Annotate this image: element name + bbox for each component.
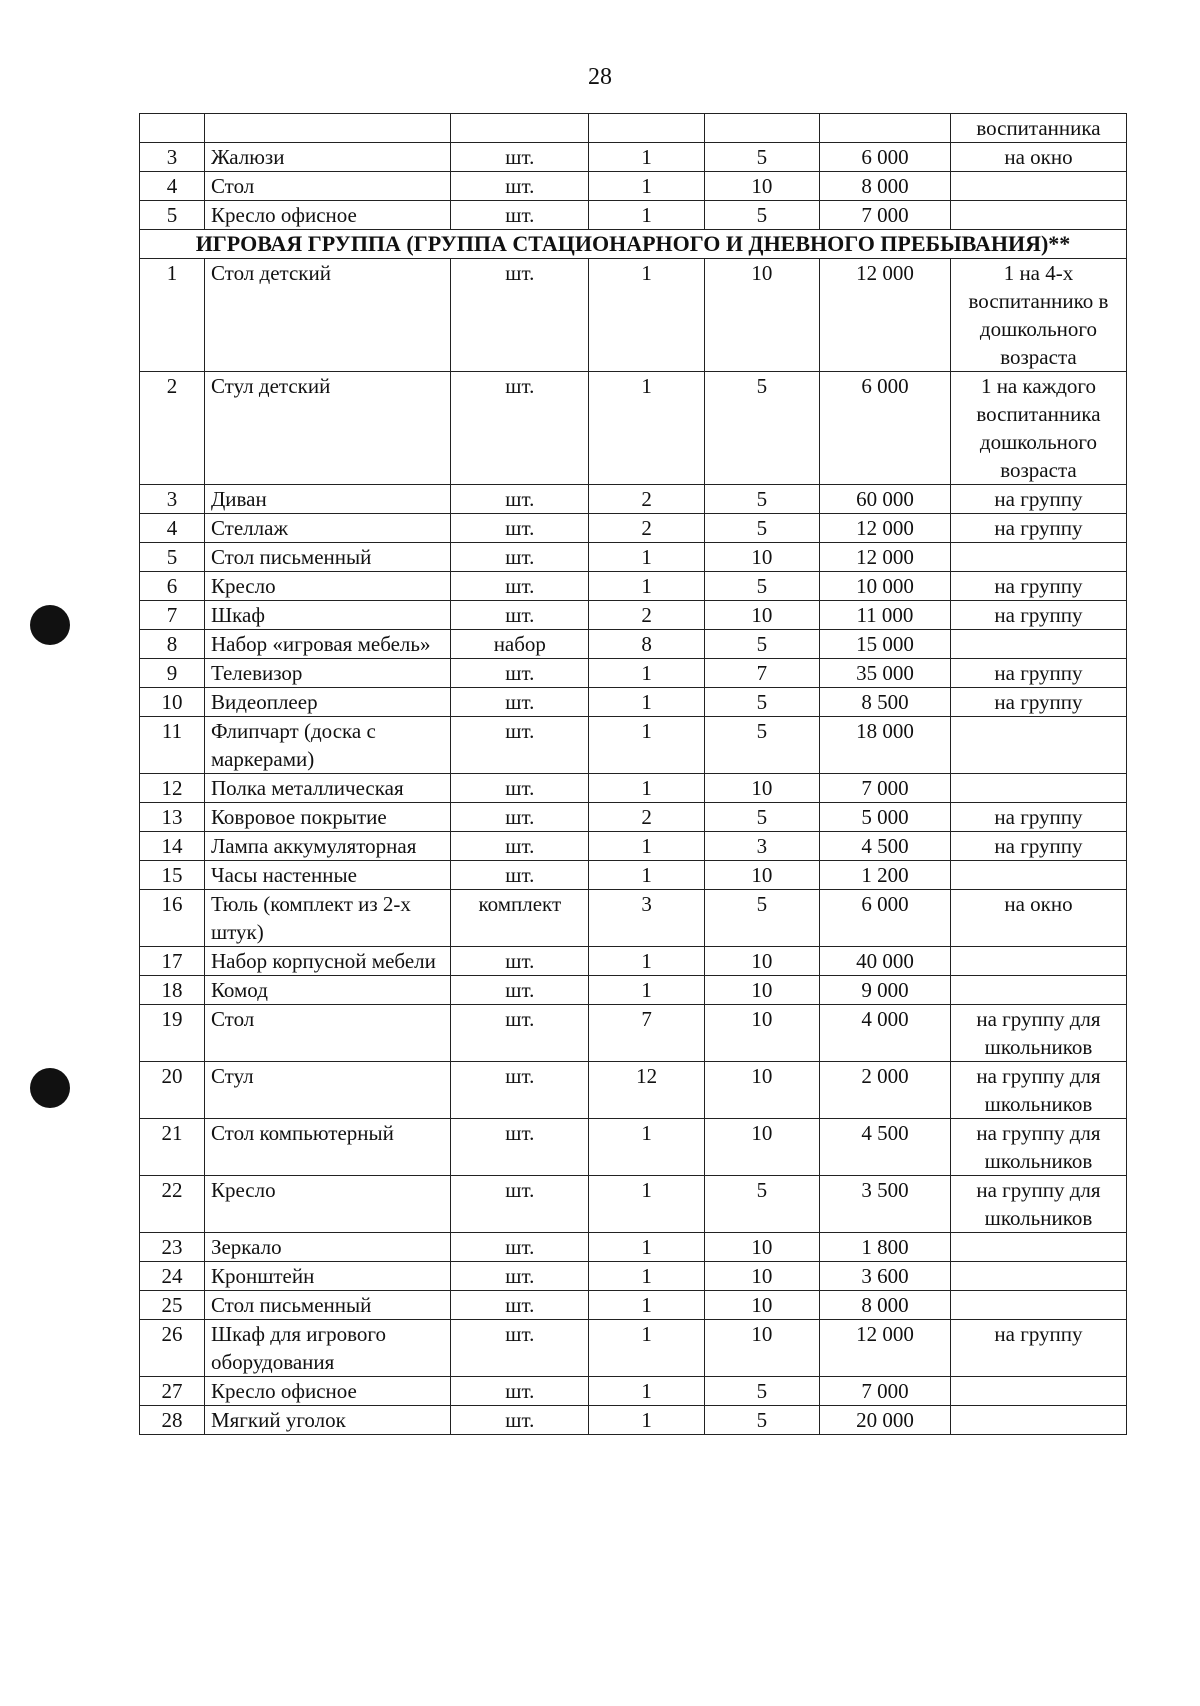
- cell-qty: 1: [589, 717, 704, 774]
- cell-num: [140, 114, 205, 143]
- cell-name: Стол: [204, 172, 450, 201]
- section-title: ИГРОВАЯ ГРУППА (ГРУППА СТАЦИОНАРНОГО И ДНЕВНОГО ПРЕБЫВАНИЯ)**: [140, 230, 1127, 259]
- cell-qty: 1: [589, 947, 704, 976]
- cell-price: 4 500: [819, 832, 950, 861]
- table-row: [140, 861, 1127, 890]
- cell-qty: 1: [589, 1320, 704, 1377]
- cell-unit: шт.: [451, 1005, 589, 1062]
- cell-num: 1: [140, 259, 205, 372]
- table-body-top: [140, 114, 1127, 230]
- cell-num: 13: [140, 803, 205, 832]
- table-row: [140, 630, 1127, 659]
- cell-price: 3 600: [819, 1262, 950, 1291]
- cell-note: на группу: [950, 485, 1126, 514]
- cell-price: 9 000: [819, 976, 950, 1005]
- cell-name: Видеоплеер: [204, 688, 450, 717]
- cell-note: [950, 630, 1126, 659]
- cell-num: 3: [140, 485, 205, 514]
- table-row: [140, 514, 1127, 543]
- cell-note: 1 на 4-х воспитаннико в дошкольного возраста: [950, 259, 1126, 372]
- table-row: [140, 172, 1127, 201]
- cell-note: на окно: [950, 143, 1126, 172]
- cell-num: 4: [140, 172, 205, 201]
- cell-years: 10: [704, 1262, 819, 1291]
- cell-note: [950, 774, 1126, 803]
- cell-years: 10: [704, 1320, 819, 1377]
- cell-price: 1 200: [819, 861, 950, 890]
- cell-note: [950, 861, 1126, 890]
- cell-name: Шкаф для игрового оборудования: [204, 1320, 450, 1377]
- cell-price: 12 000: [819, 543, 950, 572]
- cell-qty: 1: [589, 543, 704, 572]
- cell-note: [950, 172, 1126, 201]
- cell-years: 10: [704, 1233, 819, 1262]
- cell-qty: 1: [589, 1262, 704, 1291]
- cell-note: [950, 1406, 1126, 1435]
- cell-qty: 1: [589, 259, 704, 372]
- cell-price: 18 000: [819, 717, 950, 774]
- cell-years: 10: [704, 1062, 819, 1119]
- table-row: [140, 1233, 1127, 1262]
- cell-note: на группу: [950, 832, 1126, 861]
- cell-years: 5: [704, 1377, 819, 1406]
- cell-num: 20: [140, 1062, 205, 1119]
- cell-price: 20 000: [819, 1406, 950, 1435]
- punch-hole-mark: [30, 1068, 70, 1108]
- cell-unit: шт.: [451, 659, 589, 688]
- cell-qty: 3: [589, 890, 704, 947]
- cell-unit: шт.: [451, 572, 589, 601]
- cell-price: [819, 114, 950, 143]
- cell-name: Набор «игровая мебель»: [204, 630, 450, 659]
- table-row: [140, 114, 1127, 143]
- cell-years: 5: [704, 143, 819, 172]
- cell-note: на группу для школьников: [950, 1119, 1126, 1176]
- table-row: [140, 259, 1127, 372]
- cell-qty: 1: [589, 201, 704, 230]
- cell-name: Стол письменный: [204, 1291, 450, 1320]
- table-row: [140, 659, 1127, 688]
- equipment-table: [139, 113, 1127, 1435]
- cell-years: 10: [704, 1119, 819, 1176]
- cell-unit: шт.: [451, 861, 589, 890]
- page-number: 28: [588, 64, 612, 90]
- cell-note: 1 на каждого воспитанника дошкольного возраста: [950, 372, 1126, 485]
- cell-years: 10: [704, 601, 819, 630]
- cell-num: 6: [140, 572, 205, 601]
- cell-years: 5: [704, 890, 819, 947]
- cell-note: на группу: [950, 659, 1126, 688]
- cell-price: 15 000: [819, 630, 950, 659]
- cell-price: 7 000: [819, 774, 950, 803]
- cell-qty: 1: [589, 1176, 704, 1233]
- cell-name: Ковровое покрытие: [204, 803, 450, 832]
- cell-note: [950, 1262, 1126, 1291]
- cell-name: Набор корпусной мебели: [204, 947, 450, 976]
- cell-unit: шт.: [451, 774, 589, 803]
- cell-note: на группу: [950, 1320, 1126, 1377]
- cell-name: Флипчарт (доска с маркерами): [204, 717, 450, 774]
- cell-num: 18: [140, 976, 205, 1005]
- cell-price: 12 000: [819, 259, 950, 372]
- cell-name: Кресло: [204, 1176, 450, 1233]
- cell-num: 5: [140, 543, 205, 572]
- cell-price: 60 000: [819, 485, 950, 514]
- cell-note: [950, 1233, 1126, 1262]
- cell-unit: шт.: [451, 1062, 589, 1119]
- cell-unit: шт.: [451, 688, 589, 717]
- cell-name: Кресло: [204, 572, 450, 601]
- table-body-main: [140, 259, 1127, 1435]
- cell-name: Мягкий уголок: [204, 1406, 450, 1435]
- cell-years: 10: [704, 976, 819, 1005]
- table-row: [140, 201, 1127, 230]
- cell-years: 10: [704, 543, 819, 572]
- cell-price: 7 000: [819, 201, 950, 230]
- cell-years: 10: [704, 861, 819, 890]
- cell-note: [950, 947, 1126, 976]
- cell-price: 6 000: [819, 372, 950, 485]
- cell-note: на группу: [950, 803, 1126, 832]
- table-row: [140, 485, 1127, 514]
- cell-name: Телевизор: [204, 659, 450, 688]
- cell-years: 3: [704, 832, 819, 861]
- cell-name: Кресло офисное: [204, 1377, 450, 1406]
- cell-qty: 1: [589, 572, 704, 601]
- cell-qty: 1: [589, 659, 704, 688]
- cell-name: Лампа аккумуляторная: [204, 832, 450, 861]
- cell-unit: шт.: [451, 976, 589, 1005]
- cell-qty: 1: [589, 1233, 704, 1262]
- table-row: [140, 890, 1127, 947]
- cell-qty: 1: [589, 832, 704, 861]
- cell-note: на группу для школьников: [950, 1176, 1126, 1233]
- cell-unit: шт.: [451, 1291, 589, 1320]
- table-row: [140, 803, 1127, 832]
- cell-unit: шт.: [451, 947, 589, 976]
- cell-price: 8 500: [819, 688, 950, 717]
- cell-num: 2: [140, 372, 205, 485]
- cell-unit: шт.: [451, 143, 589, 172]
- cell-years: 5: [704, 803, 819, 832]
- cell-note: воспитанника: [950, 114, 1126, 143]
- cell-years: 5: [704, 688, 819, 717]
- cell-qty: 1: [589, 1119, 704, 1176]
- cell-qty: 1: [589, 172, 704, 201]
- cell-note: [950, 976, 1126, 1005]
- cell-years: 5: [704, 572, 819, 601]
- table-row: [140, 832, 1127, 861]
- cell-name: Полка металлическая: [204, 774, 450, 803]
- cell-note: [950, 717, 1126, 774]
- table-row: [140, 1262, 1127, 1291]
- cell-years: 7: [704, 659, 819, 688]
- table-row: [140, 1406, 1127, 1435]
- cell-qty: 1: [589, 1406, 704, 1435]
- cell-qty: 2: [589, 514, 704, 543]
- cell-years: 5: [704, 630, 819, 659]
- cell-price: 8 000: [819, 172, 950, 201]
- table-row: [140, 1320, 1127, 1377]
- cell-years: 5: [704, 201, 819, 230]
- cell-qty: 1: [589, 688, 704, 717]
- cell-price: 3 500: [819, 1176, 950, 1233]
- table-row: [140, 601, 1127, 630]
- cell-note: [950, 1377, 1126, 1406]
- cell-price: 8 000: [819, 1291, 950, 1320]
- cell-price: 7 000: [819, 1377, 950, 1406]
- table-row: [140, 1377, 1127, 1406]
- cell-num: 21: [140, 1119, 205, 1176]
- cell-num: 28: [140, 1406, 205, 1435]
- cell-qty: 1: [589, 1291, 704, 1320]
- cell-price: 1 800: [819, 1233, 950, 1262]
- cell-price: 4 500: [819, 1119, 950, 1176]
- cell-num: 23: [140, 1233, 205, 1262]
- cell-years: 10: [704, 774, 819, 803]
- cell-num: 3: [140, 143, 205, 172]
- table-row: [140, 1062, 1127, 1119]
- cell-name: Кресло офисное: [204, 201, 450, 230]
- cell-qty: 1: [589, 1377, 704, 1406]
- table-row: [140, 572, 1127, 601]
- table-row: [140, 717, 1127, 774]
- cell-price: 12 000: [819, 1320, 950, 1377]
- cell-unit: шт.: [451, 1406, 589, 1435]
- cell-name: Кронштейн: [204, 1262, 450, 1291]
- cell-price: 12 000: [819, 514, 950, 543]
- cell-num: 14: [140, 832, 205, 861]
- cell-note: [950, 201, 1126, 230]
- cell-qty: [589, 114, 704, 143]
- cell-unit: шт.: [451, 1320, 589, 1377]
- cell-unit: шт.: [451, 485, 589, 514]
- cell-years: 10: [704, 259, 819, 372]
- cell-note: на группу для школьников: [950, 1005, 1126, 1062]
- cell-name: Зеркало: [204, 1233, 450, 1262]
- cell-unit: шт.: [451, 172, 589, 201]
- cell-qty: 1: [589, 976, 704, 1005]
- table-row: [140, 774, 1127, 803]
- cell-years: 5: [704, 717, 819, 774]
- table-row: [140, 372, 1127, 485]
- table-row: [140, 947, 1127, 976]
- cell-name: Стеллаж: [204, 514, 450, 543]
- cell-num: 25: [140, 1291, 205, 1320]
- table-row: [140, 688, 1127, 717]
- cell-note: на группу: [950, 688, 1126, 717]
- cell-years: 5: [704, 1406, 819, 1435]
- cell-num: 7: [140, 601, 205, 630]
- section-header: [140, 230, 1127, 259]
- cell-price: 6 000: [819, 890, 950, 947]
- cell-price: 10 000: [819, 572, 950, 601]
- cell-num: 16: [140, 890, 205, 947]
- cell-unit: шт.: [451, 601, 589, 630]
- cell-qty: 2: [589, 485, 704, 514]
- punch-hole-mark: [30, 605, 70, 645]
- cell-name: Жалюзи: [204, 143, 450, 172]
- cell-note: на окно: [950, 890, 1126, 947]
- cell-num: 4: [140, 514, 205, 543]
- cell-name: Часы настенные: [204, 861, 450, 890]
- cell-years: 5: [704, 514, 819, 543]
- table-row: [140, 1176, 1127, 1233]
- table-row: [140, 143, 1127, 172]
- cell-name: [204, 114, 450, 143]
- cell-qty: 1: [589, 143, 704, 172]
- cell-num: 24: [140, 1262, 205, 1291]
- cell-price: 40 000: [819, 947, 950, 976]
- cell-num: 10: [140, 688, 205, 717]
- cell-unit: шт.: [451, 543, 589, 572]
- table-row: [140, 1119, 1127, 1176]
- cell-num: 26: [140, 1320, 205, 1377]
- cell-name: Стул: [204, 1062, 450, 1119]
- cell-unit: шт.: [451, 1377, 589, 1406]
- cell-num: 5: [140, 201, 205, 230]
- cell-unit: шт.: [451, 803, 589, 832]
- cell-num: 19: [140, 1005, 205, 1062]
- cell-num: 9: [140, 659, 205, 688]
- cell-price: 4 000: [819, 1005, 950, 1062]
- cell-note: [950, 543, 1126, 572]
- cell-name: Диван: [204, 485, 450, 514]
- table-row: [140, 976, 1127, 1005]
- cell-unit: [451, 114, 589, 143]
- cell-num: 12: [140, 774, 205, 803]
- cell-name: Стол компьютерный: [204, 1119, 450, 1176]
- cell-years: 10: [704, 947, 819, 976]
- cell-num: 8: [140, 630, 205, 659]
- cell-qty: 8: [589, 630, 704, 659]
- cell-price: 5 000: [819, 803, 950, 832]
- cell-name: Стол: [204, 1005, 450, 1062]
- cell-num: 22: [140, 1176, 205, 1233]
- cell-num: 15: [140, 861, 205, 890]
- cell-years: 5: [704, 1176, 819, 1233]
- cell-unit: шт.: [451, 1176, 589, 1233]
- cell-years: 10: [704, 1005, 819, 1062]
- cell-price: 11 000: [819, 601, 950, 630]
- cell-years: 10: [704, 1291, 819, 1320]
- cell-unit: шт.: [451, 717, 589, 774]
- cell-name: Стул детский: [204, 372, 450, 485]
- cell-unit: комплект: [451, 890, 589, 947]
- cell-num: 11: [140, 717, 205, 774]
- cell-years: 5: [704, 485, 819, 514]
- cell-qty: 1: [589, 861, 704, 890]
- cell-name: Стол письменный: [204, 543, 450, 572]
- cell-years: [704, 114, 819, 143]
- cell-qty: 1: [589, 774, 704, 803]
- cell-qty: 1: [589, 372, 704, 485]
- cell-qty: 7: [589, 1005, 704, 1062]
- cell-name: Стол детский: [204, 259, 450, 372]
- cell-price: 35 000: [819, 659, 950, 688]
- cell-note: [950, 1291, 1126, 1320]
- cell-name: Комод: [204, 976, 450, 1005]
- cell-years: 10: [704, 172, 819, 201]
- cell-qty: 2: [589, 601, 704, 630]
- cell-note: на группу: [950, 572, 1126, 601]
- cell-unit: шт.: [451, 832, 589, 861]
- cell-note: на группу для школьников: [950, 1062, 1126, 1119]
- table-row: [140, 543, 1127, 572]
- cell-unit: набор: [451, 630, 589, 659]
- cell-unit: шт.: [451, 259, 589, 372]
- cell-years: 5: [704, 372, 819, 485]
- cell-unit: шт.: [451, 1119, 589, 1176]
- cell-unit: шт.: [451, 372, 589, 485]
- cell-unit: шт.: [451, 514, 589, 543]
- cell-qty: 2: [589, 803, 704, 832]
- cell-unit: шт.: [451, 201, 589, 230]
- cell-name: Тюль (комплект из 2-х штук): [204, 890, 450, 947]
- cell-unit: шт.: [451, 1262, 589, 1291]
- cell-note: на группу: [950, 601, 1126, 630]
- cell-unit: шт.: [451, 1233, 589, 1262]
- cell-price: 2 000: [819, 1062, 950, 1119]
- cell-num: 27: [140, 1377, 205, 1406]
- cell-qty: 12: [589, 1062, 704, 1119]
- cell-num: 17: [140, 947, 205, 976]
- cell-price: 6 000: [819, 143, 950, 172]
- table-row: [140, 1291, 1127, 1320]
- cell-note: на группу: [950, 514, 1126, 543]
- table-row: [140, 1005, 1127, 1062]
- cell-name: Шкаф: [204, 601, 450, 630]
